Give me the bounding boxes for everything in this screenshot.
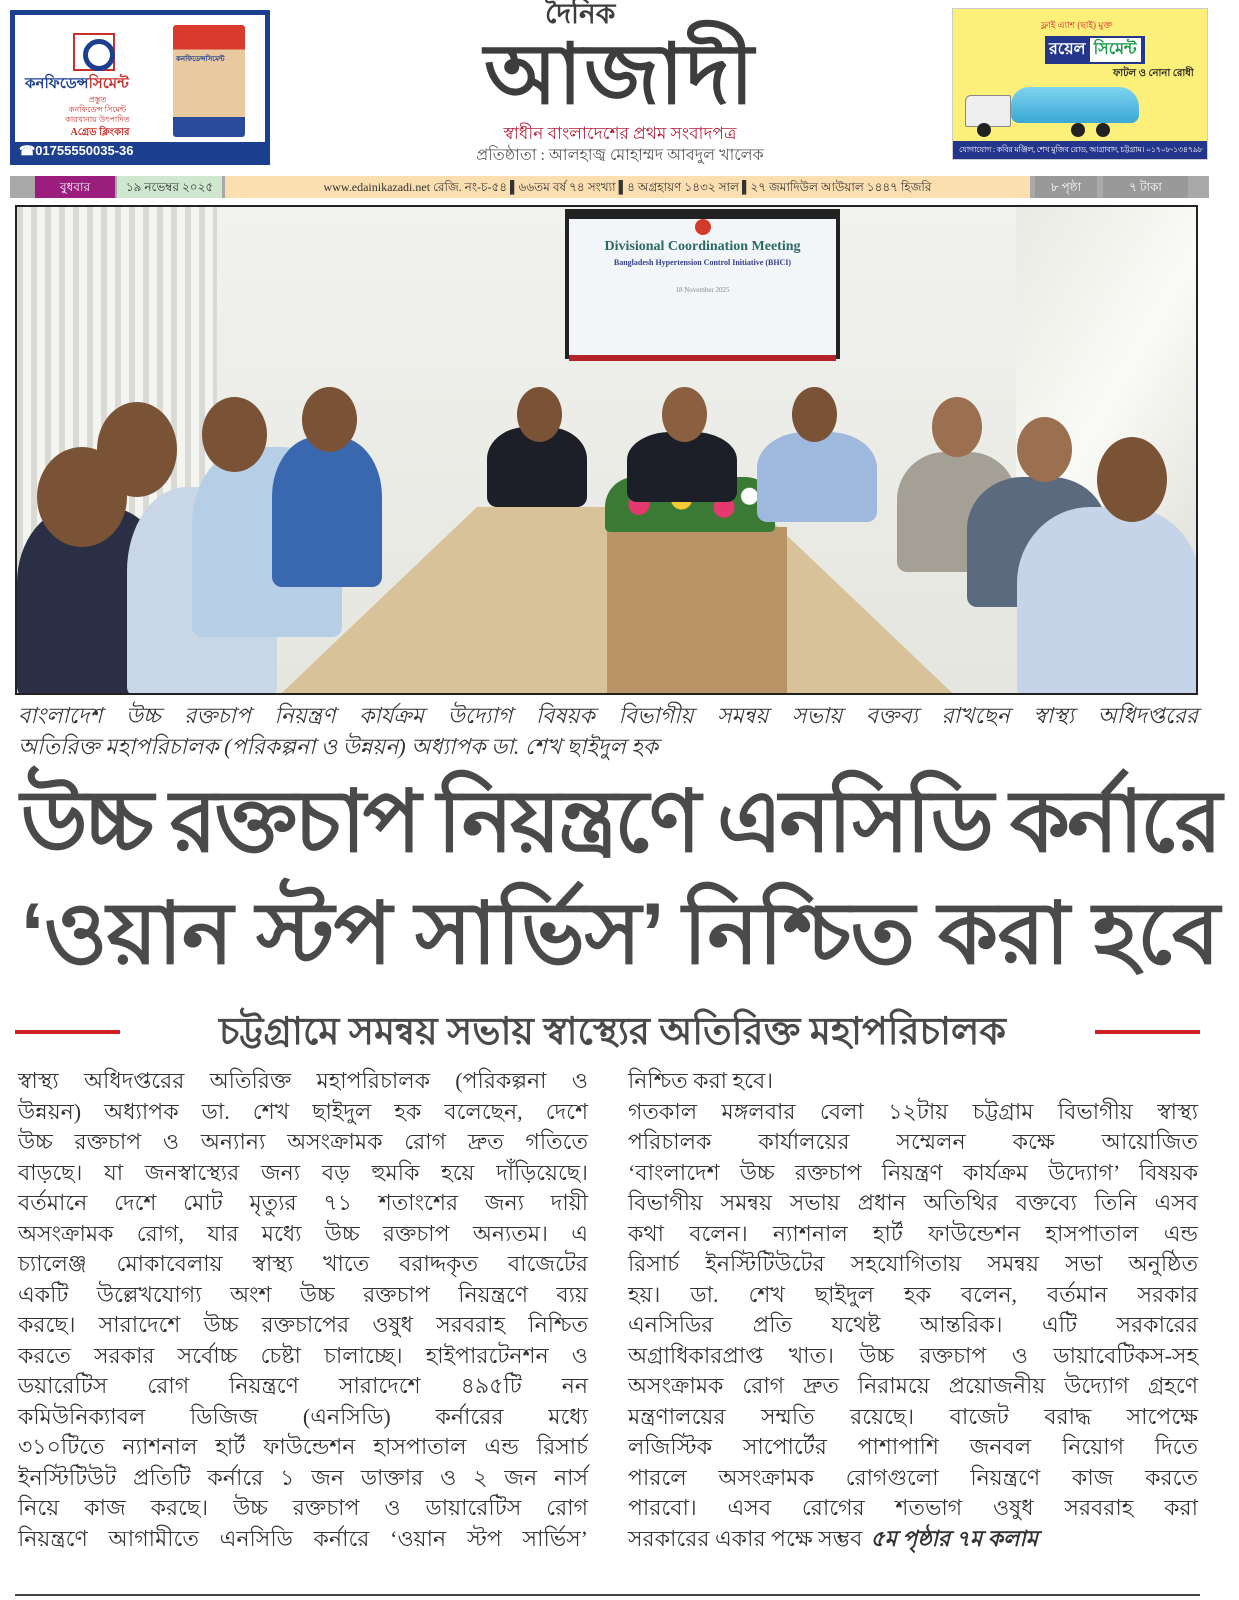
ad-contact: যোগাযোগ : কবির মঞ্জিল, শেখ মুজিব রোড, আগ্রাবাদ, চট্টগ্রাম। ০১৭০৮-১৩৪৭৯৮ bbox=[953, 141, 1207, 159]
bottom-rule bbox=[15, 1594, 1200, 1596]
article-line: ডয়ারেটিস রোগ নিয়ন্ত্রণে সারাদেশে ৪৯৫টি নন bbox=[18, 1373, 588, 1398]
article-last-line bbox=[628, 1524, 1198, 1555]
article-line: নিয়ে কাজ করছে। উচ্চ রক্তচাপ ও ডায়ারেটিস রোগ bbox=[18, 1495, 588, 1520]
ad-grade: Aগ্রেড ক্লিংকার bbox=[70, 127, 130, 138]
slide-title: Divisional Coordination Meeting bbox=[604, 239, 801, 254]
cement-truck-image bbox=[961, 83, 1141, 138]
headline-line-2: ‘ওয়ান স্টপ সার্ভিস’ নিশ্চিত করা হবে bbox=[20, 886, 1220, 982]
person bbox=[1017, 507, 1198, 695]
divider bbox=[15, 1030, 120, 1034]
price: ৭ টাকা bbox=[1103, 176, 1188, 198]
royal-cement-ad[interactable] bbox=[952, 8, 1208, 160]
article-line: লজিস্টিক সাপোর্টের পাশাপাশি জনবল নিয়োগ দিতে bbox=[628, 1434, 1198, 1459]
masthead bbox=[370, 0, 870, 170]
date: ১৯ নভেম্বর ২০২৫ bbox=[117, 176, 222, 198]
ad-tagline: ফ্লাই এ্যাশ (ছাই) মুক্ত bbox=[1041, 20, 1112, 30]
article-line: অগ্রাধিকারপ্রাপ্ত খাত। উচ্চ রক্তচাপ ও ডায়াবেটিকস-সহ bbox=[628, 1342, 1198, 1368]
masthead-prefix: দৈনিক bbox=[545, 0, 616, 30]
article-line: একটি উল্লেখযোগ্য অংশ উচ্চ রক্তচাপ নিয়ন্ত্রণে ব্যয় bbox=[18, 1281, 588, 1307]
article-line: বর্তমানে দেশে মোট মৃত্যুর ৭১ শতাংশের জন্য দায়ী bbox=[18, 1190, 588, 1215]
masthead-tagline: স্বাধীন বাংলাদেশের প্রথম সংবাদপত্র bbox=[503, 124, 737, 143]
article-line: বাড়ছে। যা জনস্বাস্থ্যের জন্য বড় হুমকি হয়ে দাঁড়িয়েছে। bbox=[18, 1159, 588, 1185]
bag-label: কনফিডেন্সসিমেন্ট bbox=[176, 55, 225, 63]
article-column-2 bbox=[628, 1066, 1198, 1554]
cement-bag-image bbox=[173, 25, 245, 137]
page-count: ৮ পৃষ্ঠা bbox=[1035, 176, 1097, 198]
confidence-logo-icon bbox=[73, 33, 115, 71]
article-line: পারলে অসংক্রামক রোগগুলো নিয়ন্ত্রণে কাজ করতে bbox=[628, 1464, 1198, 1490]
article-line: পারবো। এসব রোগের শতভাগ ওষুধ সরবরাহ করা bbox=[628, 1495, 1198, 1520]
ad-subtext bbox=[35, 95, 160, 125]
person-head bbox=[517, 387, 562, 442]
article-line: উচ্চ রক্তচাপ ও অন্যান্য অসংক্রামক রোগ দ্রুত গতিতে bbox=[18, 1129, 588, 1154]
ad-subtext-line: কনফিডেন্স সিমেন্ট bbox=[68, 105, 127, 114]
article-line: করতে সরকার সর্বোচ্চ চেষ্টা চালাচ্ছে। হাইপারটেনশন ও bbox=[18, 1342, 588, 1368]
article-line: চ্যালেঞ্জ মোকাবেলায় স্বাস্থ্য খাতে বরাদ্দকৃত বাজেটের bbox=[18, 1251, 588, 1276]
meeting-photo bbox=[15, 205, 1198, 695]
weekday: বুধবার bbox=[35, 176, 115, 198]
person-head bbox=[202, 397, 267, 472]
presentation-screen bbox=[565, 209, 840, 359]
article-line: স্বাস্থ্য অধিদপ্তরের অতিরিক্ত মহাপরিচালক (পরিকল্পনা ও bbox=[18, 1068, 588, 1093]
person-head bbox=[792, 387, 837, 442]
ad-brand: রয়েল সিমেন্ট bbox=[1045, 36, 1145, 64]
headline-line-1: উচ্চ রক্তচাপ নিয়ন্ত্রণে এনসিডি কর্নারে bbox=[20, 774, 1220, 870]
article-line: নিশ্চিত করা হবে। bbox=[628, 1068, 774, 1093]
subheadline bbox=[15, 1008, 1200, 1058]
subheadline-text: চট্টগ্রামে সমন্বয় সভায় স্বাস্থ্যের অতিরিক্ত মহাপরিচালক bbox=[219, 1011, 1006, 1053]
article-line: ‘বাংলাদেশ উচ্চ রক্তচাপ নিয়ন্ত্রণ কার্যক্রম উদ্যোগ’ বিষয়ক bbox=[628, 1159, 1198, 1185]
confidence-cement-ad[interactable] bbox=[10, 10, 270, 165]
edition-details: www.edainikazadi.net রেজি. নং-চ-৫৪ ▌৬৬তম বর্ষ ৭৪ সংখ্যা ▌৪ অগ্রহায়ণ ১৪৩২ সাল ▌২৭ জমাদিউল আউয়াল ১৪৪৭ হিজরি bbox=[225, 176, 1030, 198]
person-head bbox=[97, 402, 177, 497]
ad-subtext-line: কারখানায় উৎপাদিত bbox=[65, 115, 130, 124]
article-line: গতকাল মঙ্গলবার বেলা ১২টায় চট্টগ্রাম বিভাগীয় স্বাস্থ্য bbox=[628, 1098, 1198, 1124]
article-line: ইনস্টিটিউট প্রতিটি কর্নারে ১ জন ডাক্তার ও ২ জন নার্স bbox=[18, 1464, 588, 1490]
article-line: বিভাগীয় সমন্বয় সভায় প্রধান অতিথির বক্তব্যে তিনি এসব bbox=[628, 1190, 1198, 1215]
article-line: কমিউনিক্যাবল ডিজিজ (এনসিডি) কর্নারের মধ্যে bbox=[18, 1403, 588, 1429]
article-line: মন্ত্রণালয়ের সম্মতি রয়েছে। বাজেট বরাদ্ধ সাপেক্ষে bbox=[628, 1403, 1198, 1429]
podium bbox=[607, 527, 787, 695]
continued-link[interactable]: ৫ম পৃষ্ঠার ৭ম কলাম bbox=[870, 1525, 1038, 1551]
article-line: হয়। ডা. শেখ ছাইদুল হক বলেন, বর্তমান সরকার bbox=[628, 1281, 1198, 1307]
masthead-founder: প্রতিষ্ঠাতা : আলহাজ্ব মোহাম্মদ আবদুল খালেক bbox=[476, 147, 764, 164]
article-line: নিয়ন্ত্রণে আগামীতে এনসিডি কর্নারে ‘ওয়ান স্টপ সার্ভিস’ bbox=[18, 1525, 588, 1551]
divider bbox=[1095, 1030, 1200, 1034]
caption-line: অতিরিক্ত মহাপরিচালক (পরিকল্পনা ও উন্নয়ন) অধ্যাপক ডা. শেখ ছাইদুল হক bbox=[18, 734, 659, 759]
article-line: ৩১০টিতে ন্যাশনাল হার্ট ফাউন্ডেশন হাসপাতাল এন্ড রিসার্চ bbox=[18, 1434, 588, 1459]
article-line: কথা বলেন। ন্যাশনাল হার্ট ফাউন্ডেশন হাসপাতাল এন্ড bbox=[628, 1220, 1198, 1246]
article-line: এনসিডির প্রতি যথেষ্ট আন্তরিক। এটি সরকারের bbox=[628, 1312, 1198, 1337]
info-bar bbox=[10, 176, 1209, 198]
government-emblem-icon bbox=[695, 219, 711, 235]
ad-phone: ☎01755550035-36 bbox=[15, 142, 265, 160]
photo-caption bbox=[18, 700, 1198, 762]
article-line: করছে। সারাদেশে উচ্চ রক্তচাপের ওষুধ সরবরাহ নিশ্চিত bbox=[18, 1312, 588, 1337]
article-column-1 bbox=[18, 1066, 588, 1554]
person-head bbox=[932, 397, 982, 457]
slide-date: 18 November 2025 bbox=[675, 286, 730, 294]
ad-tagline-2: ফাটল ও নোনা রোধী bbox=[1113, 68, 1194, 79]
article-line: পরিচালক কার্যালয়ের সম্মেলন কক্ষে আয়োজিত bbox=[628, 1129, 1198, 1154]
ad-brand: কনফিডেন্সসিমেন্ট bbox=[25, 76, 129, 92]
article-line: রিসার্চ ইনস্টিটিউটের সহযোগিতায় সমন্বয় সভা অনুষ্ঠিত bbox=[628, 1251, 1198, 1276]
person-head bbox=[1097, 437, 1167, 522]
person-head bbox=[302, 387, 357, 452]
person bbox=[757, 432, 877, 522]
person-head bbox=[1017, 417, 1072, 482]
person-head bbox=[662, 387, 707, 442]
masthead-title: আজাদী bbox=[484, 29, 756, 122]
caption-line: বাংলাদেশ উচ্চ রক্তচাপ নিয়ন্ত্রণ কার্যক্রম উদ্যোগ বিষয়ক বিভাগীয় সমন্বয় সভায় বক্তব্য রাখছেন স্বাস্থ্য অধিদপ্তরের bbox=[18, 703, 1198, 728]
person bbox=[627, 432, 737, 502]
article-text: সরকারের একার পক্ষে সম্ভব bbox=[628, 1525, 863, 1551]
slide-subtitle: Bangladesh Hypertension Control Initiative (BHCI) bbox=[613, 258, 792, 267]
person bbox=[272, 437, 382, 587]
ad-subtext-line: প্রস্তুত bbox=[88, 95, 107, 104]
article-line: অসংক্রামক রোগ, যার মধ্যে উচ্চ রক্তচাপ অন্যতম। এ bbox=[18, 1220, 588, 1246]
article-line: উন্নয়ন) অধ্যাপক ডা. শেখ ছাইদুল হক বলেছেন, দেশে bbox=[18, 1098, 588, 1124]
article-line: অসংক্রামক রোগ দ্রুত নিরাময়ে প্রয়োজনীয় উদ্যোগ গ্রহণে bbox=[628, 1373, 1198, 1398]
